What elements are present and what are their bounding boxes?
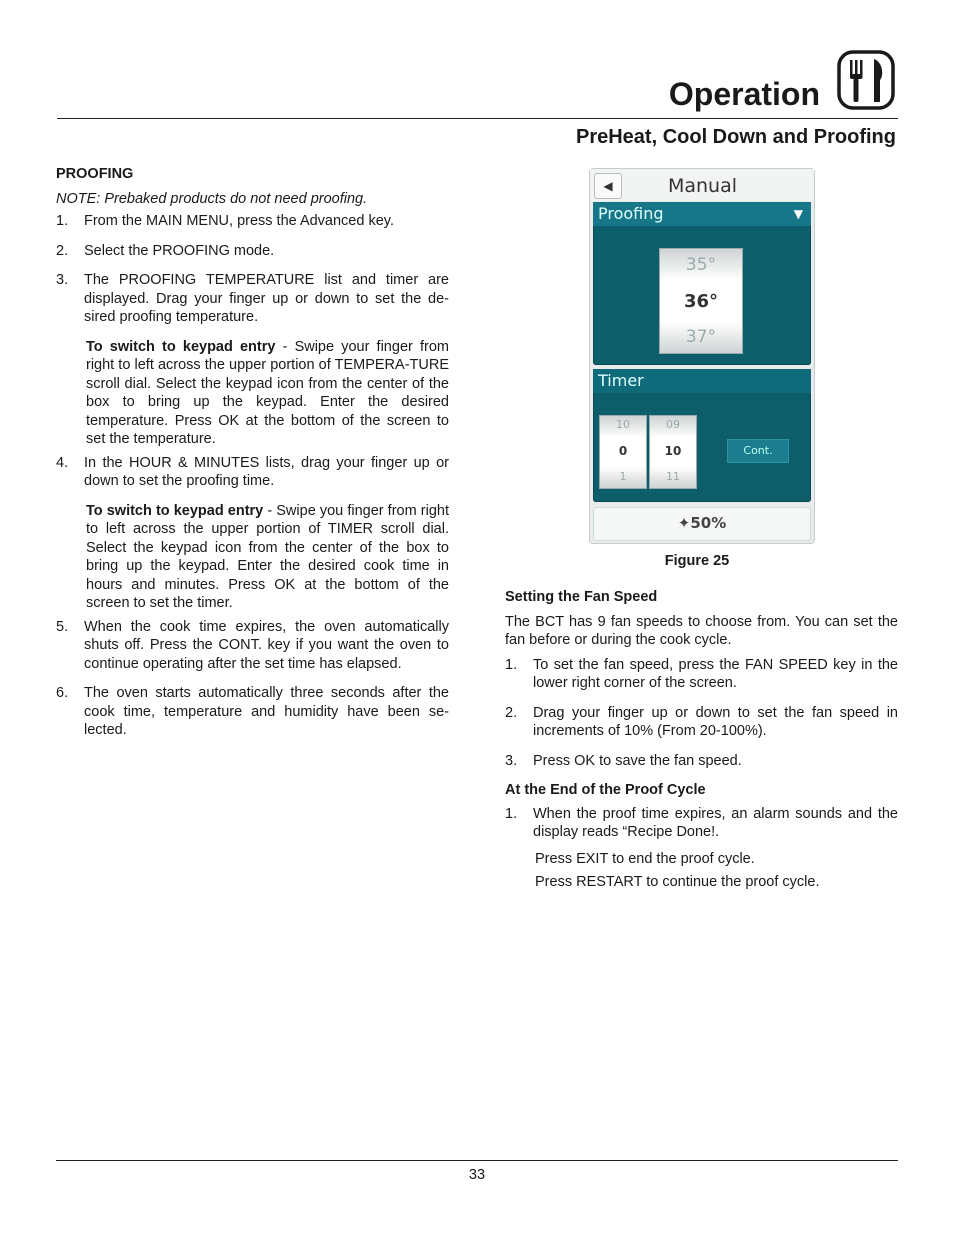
proof-cycle-end-heading: At the End of the Proof Cycle — [505, 782, 706, 798]
fan-speed-value: 50% — [690, 514, 727, 532]
list-item: 2. Select the PROOFING mode. — [56, 242, 275, 259]
figure-caption: Figure 25 — [664, 553, 730, 569]
temp-value-selected: 36° — [683, 291, 719, 312]
keypad-entry-temperature: To switch to keypad entry - Swipe your finger from right to left across the upper portion of TEMPERA-TURE scroll dial. Select the keypad icon from the center of the box to bring up the keypad. Enter the desired temperature. Press OK at the bottom of the screen to set the temperature. — [86, 338, 449, 447]
chevron-down-icon: ▼ — [793, 207, 803, 221]
proofing-panel[interactable] — [593, 202, 811, 365]
list-item: 1. From the MAIN MENU, press the Advanced key. — [56, 213, 394, 229]
list-item: 3. The PROOFING TEMPERATURE list and timer are displayed. Drag your finger up or down to set the de-sired proofing temperature. — [56, 272, 449, 325]
minutes-dial[interactable]: 09 10 11 — [649, 415, 697, 489]
screen-title: Manual — [667, 175, 738, 197]
oven-screen-figure — [589, 168, 815, 544]
hours-dial[interactable]: 10 0 1 — [599, 415, 647, 489]
fan-intro: The BCT has 9 fan speeds to choose from. You can set the fan before or during the cook cycle. — [505, 613, 898, 648]
timer-label: Timer — [593, 369, 811, 393]
list-item: 2. Drag your finger up or down to set the fan speed in increments of 10% (From 20-100%). — [505, 704, 898, 739]
fan-icon: ✦ — [677, 514, 691, 532]
keypad-entry-timer: To switch to keypad entry - Swipe you finger from right to left across the upper portion of TIMER scroll dial. Select the keypad icon from the center of the box to bring up the keypad. Enter the desired cook time in hours and minutes. Press OK at the bottom of the screen to set the timer. — [86, 502, 449, 611]
section-subtitle: PreHeat, Cool Down and Proofing — [575, 126, 896, 148]
screen-header — [590, 169, 814, 201]
page-title: Operation — [668, 76, 820, 112]
fork-knife-icon — [836, 50, 896, 110]
left-column — [56, 165, 449, 740]
right-column — [505, 588, 898, 892]
list-item: 1. When the proof time expires, an alarm sounds and the display reads “Recipe Done!. — [505, 805, 898, 840]
list-item: 1. To set the fan speed, press the FAN SPEED key in the lower right corner of the screen. — [505, 656, 898, 691]
fan-speed-heading: Setting the Fan Speed — [505, 589, 658, 605]
temp-value: 37° — [685, 327, 717, 347]
proofing-mode-dropdown[interactable]: Proofing ▼ — [593, 202, 811, 226]
temperature-dial[interactable] — [659, 248, 743, 354]
exit-instruction: Press EXIT to end the proof cycle. — [535, 850, 755, 867]
temp-value: 35° — [685, 255, 717, 275]
restart-instruction: Press RESTART to continue the proof cycle. — [535, 874, 820, 890]
list-item: 3. Press OK to save the fan speed. — [505, 752, 742, 769]
note-text: NOTE: Prebaked products do not need proofing. — [56, 190, 368, 207]
list-item: 5. When the cook time expires, the oven automatically shuts off. Press the CONT. key if you want the oven to continue operating after the set time has elapsed. — [56, 618, 449, 672]
header-rule — [57, 118, 898, 119]
fan-speed-button[interactable] — [593, 507, 811, 541]
timer-panel — [593, 369, 811, 502]
back-arrow-icon[interactable]: ◀ — [594, 173, 622, 199]
cont-button[interactable]: Cont. — [727, 439, 789, 463]
list-item: 6. The oven starts automatically three seconds after the cook time, temperature and humidity have been se-lected. — [56, 685, 449, 738]
footer-rule — [56, 1160, 898, 1161]
list-item: 4. In the HOUR & MINUTES lists, drag your finger up or down to set the proofing time. — [56, 454, 449, 489]
proofing-heading: PROOFING — [56, 166, 134, 182]
page-number: 33 — [468, 1167, 486, 1183]
